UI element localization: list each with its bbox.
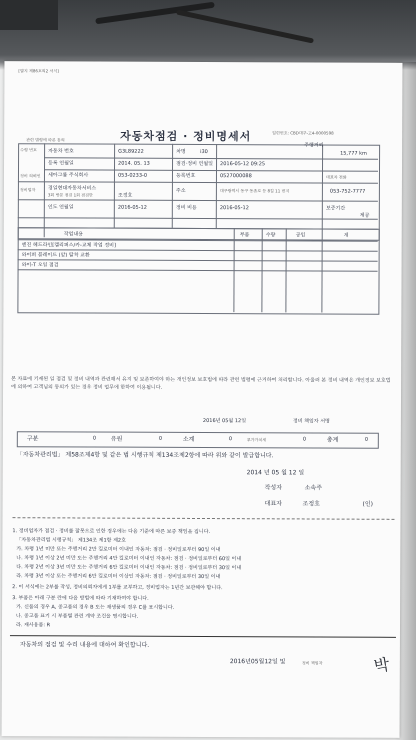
delivery-label: 인도 연월일 [47,204,74,211]
contact-name: 조정호 [117,192,133,199]
issue-date: 2014 년 05 월 12 일 [246,469,305,477]
note-line: 가. 차령 1년 미만 또는 주행거리 2만 킬로미터 이내인 자동차: 점검 · 정비일로부터 90일 이내 [16,546,221,554]
note-line: 1. 정비업자가 점검 · 정비를 잘못으로 인한 경우에는 다음 기준에 따른 보증 책임을 집니다. [12,528,211,536]
rep-name: 조정호 [302,500,320,508]
table-row: 와이퍼 블레이드 (앞) 탈착 교환 [21,252,90,259]
biz-no: 0527000088 [219,173,252,180]
owner-phone: 053-0233-0 [117,172,148,179]
note-line: 나. 차령 1년 이상 2년 미만 또는 주행거리 4만 킬로미터 이내인 자동차: 점검 · 정비일로부터 60일 이내 [16,555,242,563]
document-page [2,61,403,738]
vehicle-number: G3L89222 [118,148,144,155]
note-line: 3. 부품은 아래 구분 란에 다음 방법에 따라 기재하여야 합니다. [12,595,149,602]
summary-label: 구분 [26,435,39,443]
issuer-label: 작성자 [264,484,283,492]
summary-label: 총계 [326,436,339,444]
table-row: 와이-T 오일 점검 [21,262,59,269]
background-cable [176,10,314,44]
cost-date: 2016-05-12 [219,205,249,212]
biz-no-label: 등록번호 [175,172,196,179]
delivery-date: 2016-05-12 [117,204,147,211]
rep-seal: (인) [362,500,374,508]
note-line: 2. 이 서식에는 2부를 작성, 정비의뢰자에게 1부를 교부하고, 정비업자는 1년간 보관해야 합니다. [12,584,223,592]
background-clutter [0,0,416,62]
table-header-qty: 수량 [265,232,276,239]
summary-value: 0 [302,436,307,443]
footer-note: 자동차의 점검 및 수리 내용에 대하여 확인합니다. [19,641,150,649]
contact-label: 대표자 전화 [325,174,347,180]
document-title: 자동차점검 · 정비명세서 [120,129,252,144]
footer-sign-label: 정비 책임자 [301,660,323,666]
note-line: 라. 차령 3년 이상 또는 주행거리 6만 킬로미터 이상인 자동차: 점검 · 정비일로부터 30일 이내 [16,573,221,581]
table-header-total: 계 [343,232,349,239]
summary-value: 0 [228,436,233,443]
warranty-value: 제공 [359,212,370,219]
inspect-date: 2016-05-12 09:25 [220,161,266,168]
table-header-labor: 공임 [295,232,306,239]
reg-date-label: 등록 연월일 [48,160,74,167]
handwritten-signature: 박 [372,654,391,676]
summary-label: 유원 [110,435,123,443]
summary-label: 소계 [182,435,195,443]
form-number: [별지 제86호의2 서식] [18,68,59,74]
shop-name: 경일현대자동차서비스 [47,185,97,192]
reg-date: 2014. 05. 13 [118,160,150,167]
footer-rule [10,635,396,638]
owner-company: 세아그룹 주식회사 [47,172,89,179]
doc-number: 일련번호: CBD대구-고4-0000598 [272,130,334,136]
consent-label: 관련 법령에 따른 동의 [26,137,65,143]
law-text: 「자동차관리법」 제58조제4항 및 같은 법 시행규칙 제134조제2항에 따라 위와 같이 발급합니다. [16,451,274,460]
summary-value: 0 [158,435,163,442]
summary-value: 0 [364,436,369,443]
note-line: 다. 차령 2년 이상 3년 미만 또는 주행거리 6만 킬로미터 이내인 자동차: 점검 · 정비일로부터 30일 이내 [16,564,242,572]
table-header-work: 작업내용 [63,231,84,238]
car-name-label: 차명 [176,148,186,155]
owner-label: 정비 의뢰인 [19,173,41,179]
issuer-name: 소속주 [304,484,323,492]
note-line: 「자동차관리법 시행규칙」 제134조 제1항 제2호 [16,537,126,544]
note-line: 나. 중고품 표기 시 부품별 관련 계약 조건을 명시합니다. [16,613,139,620]
privacy-note: 본 자료에 기재된 일 점검 및 정비 내역과 관련해서 유지 및 보존하여야 하는 개인정보 보호법에 따라 관련 법령에 근거하여 처리합니다. 아울러 본 정비 내역은 개인정보 보호법에 의하여 고객님의 동의가 있는 경우 정비 업무에 한하여 이용됩니다. [11,376,391,391]
shop-label: 정비업자 [19,187,36,193]
divider [12,517,394,520]
contact-tel: 053-752-7777 [329,188,366,195]
cost-label: 정비 비용 [175,204,197,211]
address: 대구광역시 동구 동촌로 등 8길 11 번지 [219,188,290,194]
background-object [0,0,58,30]
receipt-label: 수령 번호 [20,147,37,153]
inspect-date-label: 점검·정비 연월일 [176,160,214,168]
note-line: 가. 신품의 경우 A, 중고품의 경우 B 또는 재생품의 경우 C를 표시합니다. [16,604,175,611]
mileage-label: 주행거리 [304,142,324,149]
vehicle-label: 자동차 번호 [48,148,74,155]
mileage: 15,777 km [340,150,367,157]
car-name: i30 [200,148,208,156]
shop-reg: 3회 방문 점검 1회 점검만 [47,192,93,198]
note-line: 라. 재사용품: R [16,622,51,629]
table-header-part: 부품 [239,232,250,239]
table-row: 엔진 헤드라인[캘리퍼스/카-교체 작업 정비] [21,242,116,249]
rep-label: 대표자 [264,500,282,508]
summary-label: 부가가치세 [246,437,267,443]
footer-date: 2016년05월12일 및 [229,658,286,666]
summary-table [17,431,379,449]
summary-value: 0 [92,435,97,442]
address-label: 주소 [175,187,186,194]
summary-owner: 정비 책임자 서명 [292,418,330,425]
warranty-label: 보증기간 [325,205,346,212]
summary-date: 2016년 05월 12일 [202,418,247,425]
